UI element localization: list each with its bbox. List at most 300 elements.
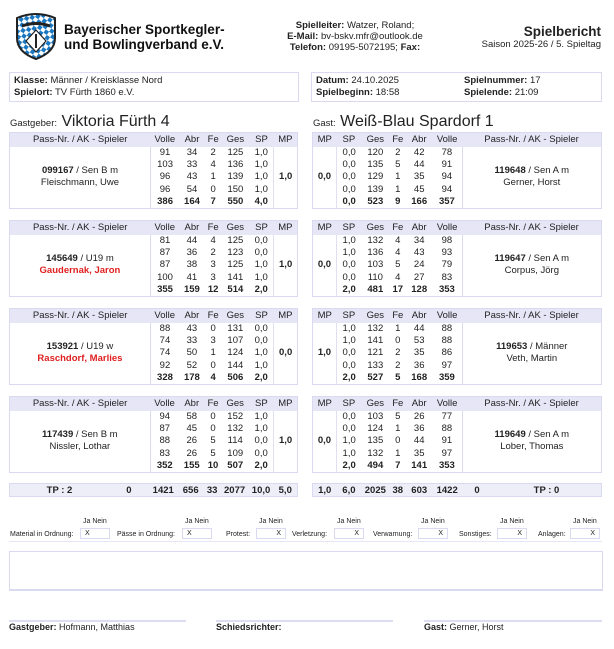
spielort-label: Spielort: <box>14 87 53 98</box>
table-row <box>313 147 602 159</box>
home-player-block <box>9 220 298 297</box>
cell: 86 <box>441 347 453 359</box>
table-row <box>10 411 298 423</box>
cell: 74 <box>159 335 171 347</box>
cell: 93 <box>441 247 453 259</box>
col-header: Ges <box>361 397 389 411</box>
col-header: Abr <box>179 221 205 235</box>
cell: 10 <box>207 460 219 472</box>
pass-number: 119647 <box>494 253 526 265</box>
cell: 1,0 <box>342 435 356 447</box>
cell: 1 <box>210 347 216 359</box>
check-box[interactable]: X <box>570 528 600 539</box>
cell: 7 <box>210 196 216 208</box>
cell: 42 <box>413 146 425 158</box>
age-class: / Sen A m <box>525 165 570 177</box>
sig-referee-label: Schiedsrichter: <box>216 622 282 632</box>
cell: 0,0 <box>342 171 356 183</box>
col-header: Abr <box>179 133 205 147</box>
mp-value: 0,0 <box>274 323 298 385</box>
cell: 34 <box>413 234 425 246</box>
mp-value: 1,0 <box>313 323 337 385</box>
cell: 34 <box>186 146 198 158</box>
cell: 98 <box>441 234 453 246</box>
col-header: Pass-Nr. / AK - Spieler <box>10 221 151 235</box>
cell: 88 <box>441 423 453 435</box>
spielort-value: TV Fürth 1860 e.V. <box>55 87 135 98</box>
cell: 0 <box>395 335 401 347</box>
col-header: Abr <box>406 133 432 147</box>
cell: 43 <box>186 322 198 334</box>
spielende-value: 21:09 <box>514 87 539 98</box>
guest-team-name: Weiß-Blau Spardorf 1 <box>340 113 494 130</box>
home-total-fe: 33 <box>204 484 221 497</box>
cell: 44 <box>186 234 198 246</box>
cell: 83 <box>441 271 453 283</box>
cell: 0,0 <box>342 271 356 283</box>
home-label: Gastgeber: <box>10 118 57 129</box>
cell: 0 <box>210 183 216 195</box>
cell: 178 <box>183 372 200 384</box>
cell: 0 <box>210 423 216 435</box>
col-header: Volle <box>432 133 462 147</box>
guest-player-block <box>312 132 602 209</box>
cell: 386 <box>157 196 173 208</box>
cell: 125 <box>227 146 244 158</box>
cell: 26 <box>186 447 198 459</box>
player-cell <box>462 147 601 209</box>
cell: 141 <box>227 271 244 283</box>
guest-player-block <box>312 308 602 385</box>
cell: 88 <box>441 335 453 347</box>
col-header: Volle <box>432 221 462 235</box>
col-header: SP <box>249 309 274 323</box>
cell: 523 <box>367 196 384 208</box>
cell: 114 <box>227 435 243 447</box>
player-name: Raschdorf, Marlies <box>37 353 123 365</box>
check-label: Anlagen: <box>538 531 566 538</box>
pass-number: 119648 <box>494 165 526 177</box>
cell: 96 <box>159 183 171 195</box>
col-header: Volle <box>150 309 179 323</box>
col-header: Pass-Nr. / AK - Spieler <box>462 397 601 411</box>
spielende-label: Spielende: <box>464 87 513 98</box>
cell: 7 <box>395 460 401 472</box>
col-header: SP <box>336 309 361 323</box>
cell: 0,0 <box>254 322 268 334</box>
col-header: MP <box>313 397 337 411</box>
cell: 44 <box>413 322 425 334</box>
info-box-right <box>311 72 602 102</box>
guest-tp: TP : 0 <box>492 484 602 497</box>
cell: 5 <box>395 259 401 271</box>
cell: 1,0 <box>254 347 268 359</box>
cell: 1 <box>210 171 216 183</box>
cell: 136 <box>367 247 384 259</box>
cell: 103 <box>157 159 173 171</box>
cell: 0,0 <box>342 259 356 271</box>
guest-total-mp: 1,0 <box>313 484 337 497</box>
mp-value: 0,0 <box>313 147 337 209</box>
check-box[interactable]: X <box>497 528 527 539</box>
cell: 103 <box>367 410 384 422</box>
cell: 1,0 <box>254 259 268 271</box>
cell: 2,0 <box>342 372 356 384</box>
sig-guest-label: Gast: <box>424 622 448 632</box>
col-header: MP <box>313 309 337 323</box>
col-header: MP <box>313 133 337 147</box>
player-name: Veth, Martin <box>506 353 558 365</box>
telefon-label: Telefon: <box>289 42 327 53</box>
cell: 1,0 <box>342 234 356 246</box>
cell: 133 <box>367 359 384 371</box>
cell: 159 <box>183 284 200 296</box>
cell: 359 <box>438 372 455 384</box>
cell: 1,0 <box>254 159 268 171</box>
mp-value: 1,0 <box>274 411 298 473</box>
cell: 3 <box>210 271 216 283</box>
home-total-abr: 656 <box>178 484 204 497</box>
cell: 88 <box>441 322 453 334</box>
cell: 1 <box>395 322 401 334</box>
org-name <box>64 22 225 52</box>
cell: 35 <box>413 171 425 183</box>
cell: 35 <box>413 447 425 459</box>
col-header: MP <box>274 221 298 235</box>
col-header: Pass-Nr. / AK - Spieler <box>462 309 601 323</box>
cell: 97 <box>441 359 453 371</box>
org-name-line1: Bayerischer Sportkegler- <box>64 22 225 37</box>
cell: 2,0 <box>342 460 356 472</box>
mp-value: 1,0 <box>274 235 298 297</box>
guest-team-title <box>313 113 494 133</box>
col-header: Fe <box>205 221 222 235</box>
cell: 132 <box>367 234 384 246</box>
cell: 353 <box>438 460 455 472</box>
cell: 78 <box>441 146 453 158</box>
col-header: Abr <box>406 221 432 235</box>
player-cell <box>10 323 151 385</box>
datum-value: 24.10.2025 <box>351 75 399 86</box>
col-header: Pass-Nr. / AK - Spieler <box>462 221 601 235</box>
cell: 4 <box>395 234 401 246</box>
guest-player-block <box>312 220 602 297</box>
check-box[interactable]: X <box>80 528 110 539</box>
cell: 164 <box>184 196 200 208</box>
divider <box>9 541 602 542</box>
cell: 168 <box>411 372 428 384</box>
klasse-label: Klasse: <box>14 75 48 86</box>
cell: 0,0 <box>254 247 268 259</box>
pass-number: 099167 <box>41 165 74 177</box>
cell: 0 <box>210 359 216 371</box>
cell: 352 <box>156 460 173 472</box>
player-cell <box>10 235 151 297</box>
cell: 41 <box>186 271 198 283</box>
player-name: Lober, Thomas <box>500 441 564 453</box>
cell: 123 <box>227 247 244 259</box>
cell: 141 <box>367 335 384 347</box>
cell: 166 <box>411 196 428 208</box>
cell: 0,0 <box>342 146 356 158</box>
cell: 1 <box>395 423 401 435</box>
cell: 5 <box>395 372 401 384</box>
check-box[interactable]: X <box>334 528 364 539</box>
cell: 100 <box>157 271 173 283</box>
cell: 4 <box>395 271 401 283</box>
check-label: Protest: <box>226 531 251 538</box>
mp-value: 0,0 <box>313 235 337 297</box>
cell: 0,0 <box>342 423 356 435</box>
cell: 44 <box>413 159 425 171</box>
cell: 0,0 <box>342 347 356 359</box>
cell: 79 <box>441 259 453 271</box>
col-header: Pass-Nr. / AK - Spieler <box>462 133 601 147</box>
col-header: Fe <box>205 133 222 147</box>
home-tp: TP : 2 <box>10 484 109 497</box>
cell: 1,0 <box>254 146 268 158</box>
age-class: / Sen B m <box>73 429 118 441</box>
col-header: Fe <box>389 221 406 235</box>
notes-field[interactable] <box>9 551 603 591</box>
guest-player-block <box>312 396 602 473</box>
home-player-block <box>9 396 298 473</box>
cell: 481 <box>367 284 384 296</box>
cell: 2 <box>395 347 401 359</box>
cell: 107 <box>227 335 244 347</box>
cell: 0,0 <box>254 447 268 459</box>
spielbeginn-value: 18:58 <box>375 87 400 98</box>
cell: 1,0 <box>342 247 356 259</box>
age-class: / Sen A m <box>525 429 570 441</box>
cell: 87 <box>159 247 171 259</box>
guest-label: Gast: <box>313 118 336 129</box>
cell: 96 <box>159 171 171 183</box>
home-total-row <box>9 483 298 497</box>
klasse-value: Männer / Kreisklasse Nord <box>50 75 163 86</box>
cell: 91 <box>159 146 171 158</box>
cell: 45 <box>413 183 425 195</box>
cell: 5 <box>210 447 216 459</box>
cell: 9 <box>395 196 401 208</box>
player-name: Fleischmann, Uwe <box>40 177 120 189</box>
pass-number: 117439 <box>42 429 74 441</box>
cell: 92 <box>159 359 171 371</box>
bskv-logo-icon <box>14 12 58 60</box>
cell: 1,0 <box>254 423 268 435</box>
cell: 2,0 <box>342 284 356 296</box>
cell: 3 <box>210 335 216 347</box>
home-player-block <box>9 132 298 209</box>
col-header: MP <box>274 133 298 147</box>
col-header: Fe <box>205 397 222 411</box>
cell: 135 <box>367 435 384 447</box>
cell: 5 <box>395 410 401 422</box>
cell: 0,0 <box>254 234 268 246</box>
cell: 132 <box>367 322 384 334</box>
mp-value: 1,0 <box>274 147 298 209</box>
col-header: Volle <box>150 397 179 411</box>
cell: 494 <box>367 460 384 472</box>
cell: 0,0 <box>342 410 356 422</box>
sig-home <box>9 622 135 632</box>
age-class: / Sen A m <box>525 253 570 265</box>
guest-total-ges: 2025 <box>361 484 389 497</box>
cell: 36 <box>186 247 198 259</box>
col-header: Abr <box>406 309 432 323</box>
player-name: Nissler, Lothar <box>49 441 111 453</box>
age-class: / Männer <box>527 341 568 353</box>
cell: 120 <box>367 146 384 158</box>
cell: 4 <box>210 234 216 246</box>
cell: 514 <box>227 284 244 296</box>
cell: 1,0 <box>342 322 356 334</box>
player-cell <box>10 147 151 209</box>
cell: 0 <box>210 322 216 334</box>
sig-home-name: Hofmann, Matthias <box>59 622 135 632</box>
cell: 45 <box>186 423 198 435</box>
guest-total-zero: 0 <box>462 484 492 497</box>
cell: 87 <box>159 259 171 271</box>
cell: 1,0 <box>254 183 268 195</box>
sig-referee <box>216 622 282 632</box>
cell: 2,0 <box>254 284 268 296</box>
player-cell <box>462 235 601 297</box>
cell: 24 <box>413 259 425 271</box>
col-header: Volle <box>150 221 179 235</box>
cell: 110 <box>367 271 383 283</box>
check-label: Verwarnung: <box>373 531 413 538</box>
cell: 91 <box>441 435 453 447</box>
cell: 0,0 <box>254 435 268 447</box>
table-row <box>10 235 298 247</box>
age-class: / U19 m <box>77 253 114 265</box>
ja-nein-header: Ja Nein <box>259 518 283 525</box>
col-header: Ges <box>361 309 389 323</box>
age-class: / U19 w <box>78 341 114 353</box>
col-header: Abr <box>179 309 205 323</box>
fax-label: Fax: <box>400 42 421 53</box>
cell: 88 <box>159 322 171 334</box>
cell: 35 <box>413 347 425 359</box>
cell: 33 <box>186 159 198 171</box>
check-label: Pässe in Ordnung: <box>117 531 175 538</box>
cell: 5 <box>395 159 401 171</box>
check-box[interactable]: X <box>418 528 448 539</box>
cell: 0 <box>210 410 216 422</box>
col-header: Ges <box>361 133 389 147</box>
info-box-left <box>9 72 299 102</box>
cell: 4 <box>395 247 401 259</box>
col-header: Abr <box>179 397 205 411</box>
ja-nein-header: Ja Nein <box>185 518 209 525</box>
datum-label: Datum: <box>316 75 349 86</box>
guest-total-sp: 6,0 <box>336 484 361 497</box>
cell: 94 <box>441 171 453 183</box>
player-cell <box>10 411 151 473</box>
sig-guest-name: Gerner, Horst <box>449 622 504 632</box>
mp-value: 0,0 <box>313 411 337 473</box>
cell: 77 <box>441 410 453 422</box>
cell: 135 <box>367 159 384 171</box>
cell: 1,0 <box>254 171 268 183</box>
check-label: Sonstiges: <box>459 531 492 538</box>
cell: 125 <box>227 259 244 271</box>
check-box[interactable]: X <box>256 528 286 539</box>
contact-block <box>270 20 440 53</box>
cell: 91 <box>441 159 453 171</box>
col-header: Ges <box>222 309 250 323</box>
cell: 506 <box>227 372 244 384</box>
player-name: Corpus, Jörg <box>504 265 559 277</box>
player-name: Gaudernak, Jaron <box>39 265 121 277</box>
col-header: MP <box>274 309 298 323</box>
table-row <box>313 411 602 423</box>
pass-number: 145649 <box>46 253 78 265</box>
cell: 355 <box>157 284 173 296</box>
telefon-value: 09195-5072195; <box>328 42 398 53</box>
cell: 124 <box>227 347 244 359</box>
cell: 88 <box>159 435 171 447</box>
pass-number: 119653 <box>496 341 528 353</box>
cell: 155 <box>183 460 200 472</box>
cell: 132 <box>227 423 244 435</box>
cell: 136 <box>227 159 244 171</box>
cell: 2 <box>395 359 401 371</box>
spielleiter-label: Spielleiter: <box>295 20 345 31</box>
cell: 0,0 <box>342 183 356 195</box>
ja-nein-header: Ja Nein <box>500 518 524 525</box>
cell: 97 <box>441 447 453 459</box>
cell: 1 <box>395 447 401 459</box>
email-value[interactable]: bv-bskv.mfr@outlook.de <box>320 31 423 42</box>
col-header: SP <box>336 221 361 235</box>
col-header: Ges <box>361 221 389 235</box>
check-box[interactable]: X <box>182 528 212 539</box>
col-header: Volle <box>150 133 179 147</box>
cell: 74 <box>159 347 171 359</box>
col-header: Pass-Nr. / AK - Spieler <box>10 133 151 147</box>
cell: 2,0 <box>254 372 268 384</box>
home-player-block <box>9 308 298 385</box>
col-header: SP <box>336 397 361 411</box>
cell: 152 <box>227 410 244 422</box>
cell: 121 <box>367 347 384 359</box>
sig-guest <box>424 622 504 632</box>
col-header: Pass-Nr. / AK - Spieler <box>10 397 151 411</box>
guest-total-fe: 38 <box>389 484 406 497</box>
guest-total-row <box>312 483 602 497</box>
cell: 0,0 <box>254 335 268 347</box>
spielbeginn-label: Spielbeginn: <box>316 87 373 98</box>
cell: 150 <box>227 183 244 195</box>
col-header: Ges <box>222 133 250 147</box>
check-label: Verletzung: <box>292 531 328 538</box>
ja-nein-header: Ja Nein <box>573 518 597 525</box>
cell: 44 <box>413 435 425 447</box>
cell: 94 <box>441 183 453 195</box>
cell: 1,0 <box>254 410 268 422</box>
cell: 2,0 <box>254 460 268 472</box>
cell: 1,0 <box>254 271 268 283</box>
cell: 53 <box>413 335 425 347</box>
cell: 81 <box>159 234 171 246</box>
cell: 1,0 <box>342 335 356 347</box>
cell: 38 <box>186 259 198 271</box>
col-header: Volle <box>432 309 462 323</box>
sig-home-label: Gastgeber: <box>9 622 57 632</box>
cell: 54 <box>186 183 198 195</box>
